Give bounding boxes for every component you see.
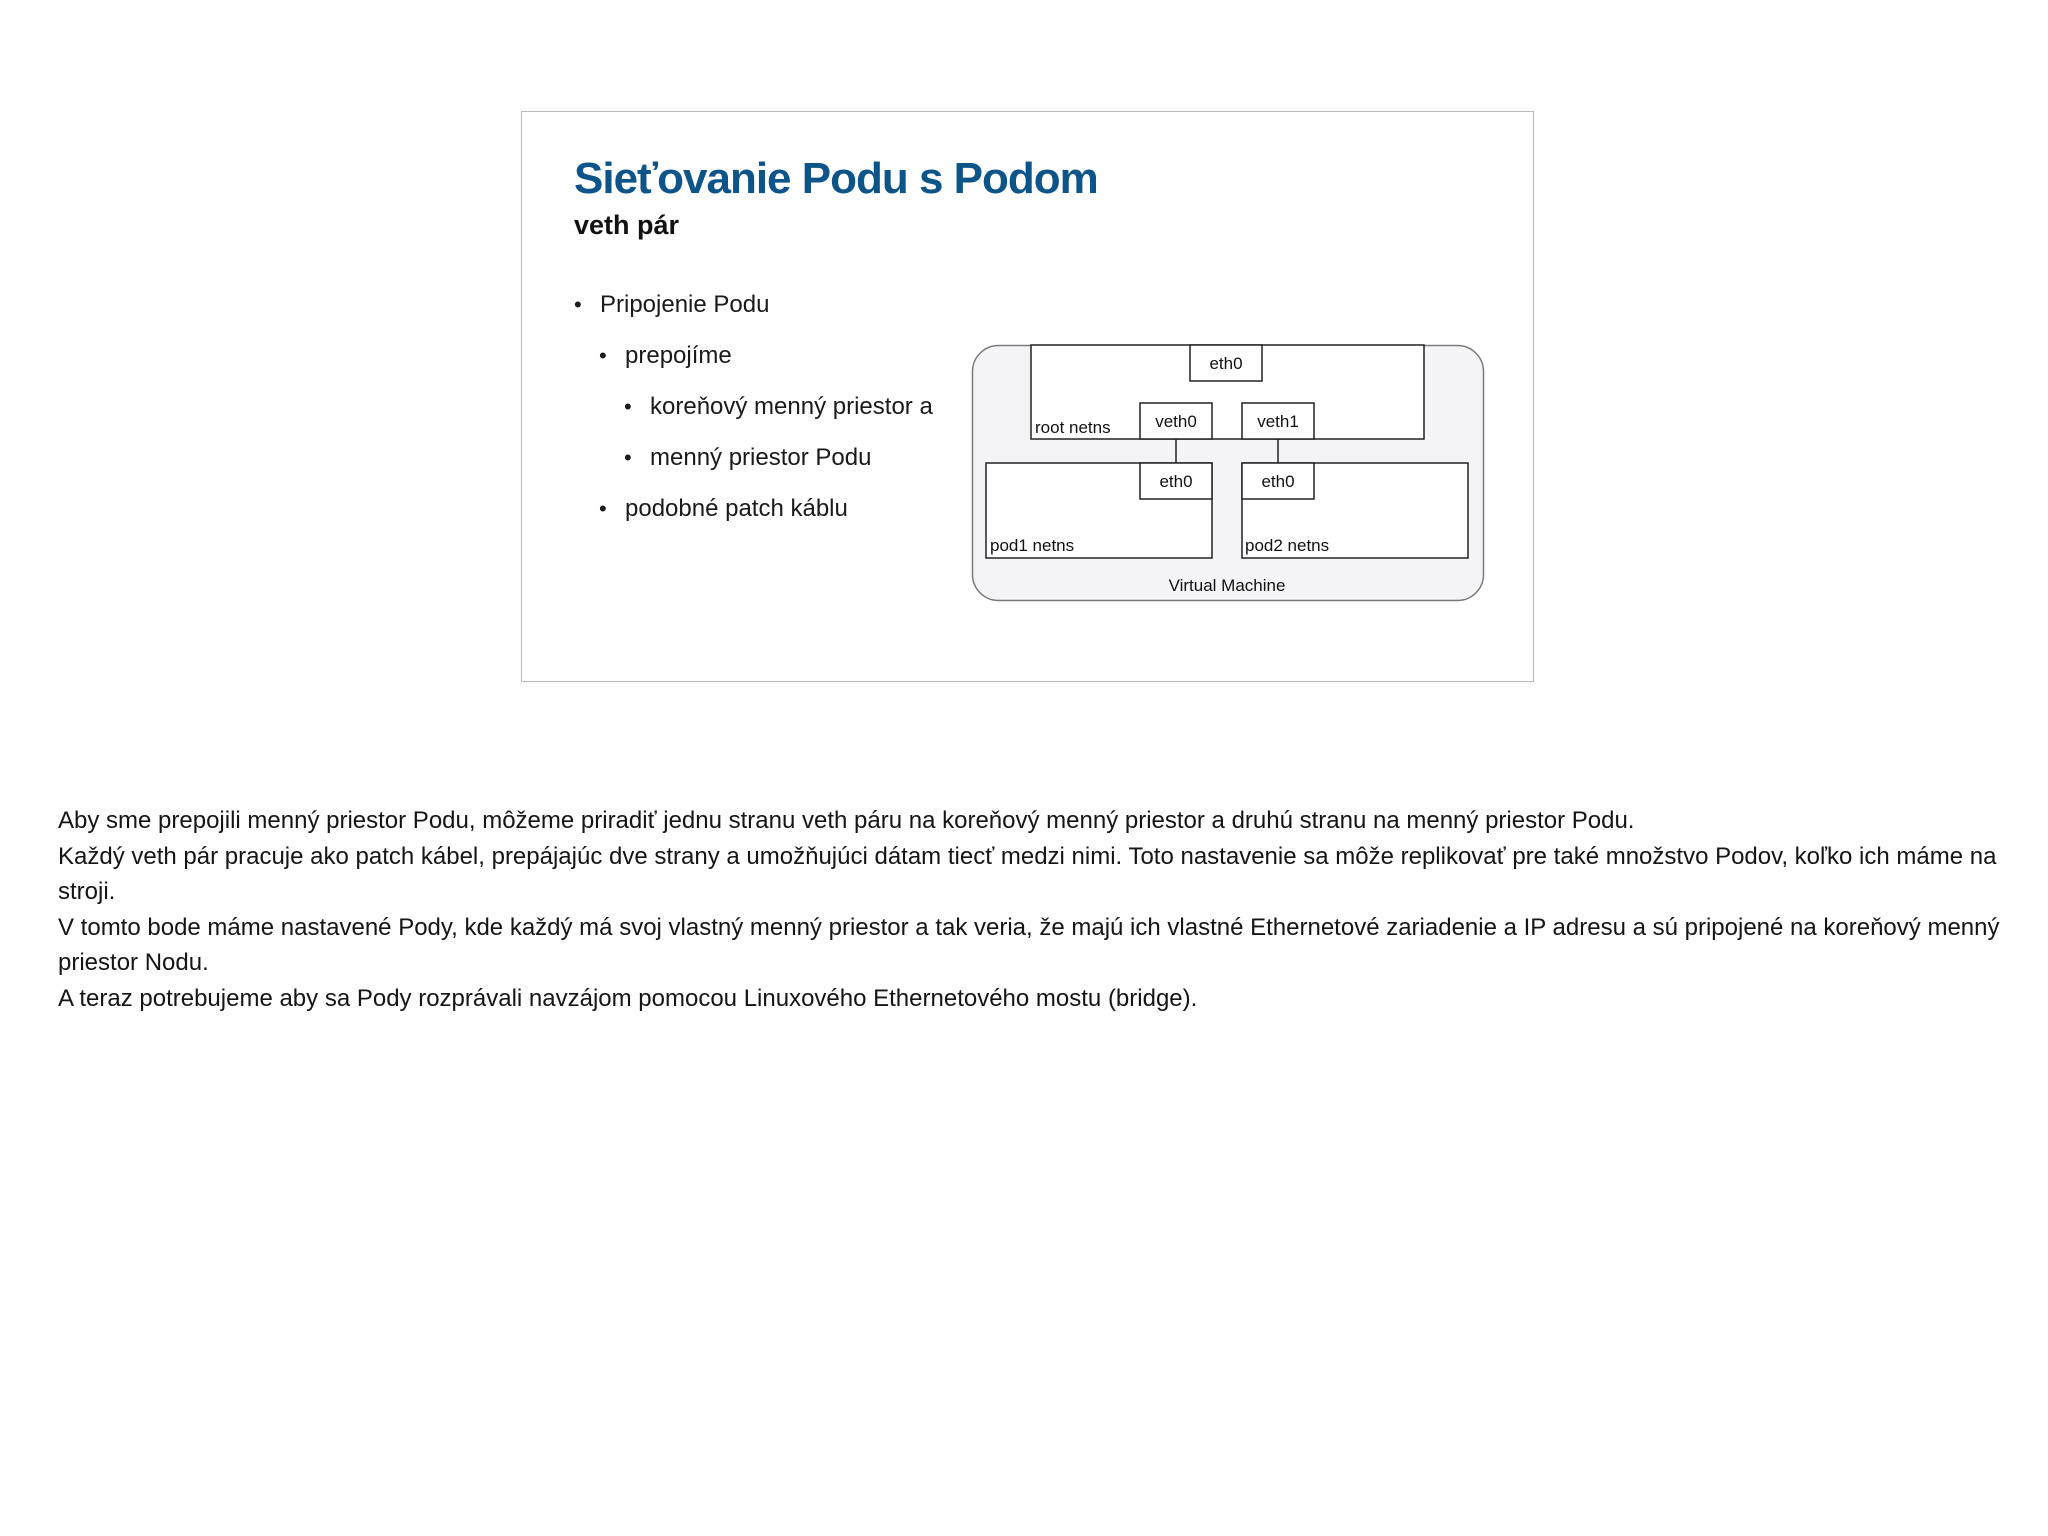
notes-paragraph: A teraz potrebujeme aby sa Pody rozprávali navzájom pomocou Linuxového Ethernetového mostu (bridge). <box>58 984 1198 1012</box>
bullet-text: podobné patch káblu <box>625 495 848 522</box>
root-netns-label: root netns <box>1035 418 1111 437</box>
notes-paragraph: V tomto bode máme nastavené Pody, kde každý má svoj vlastný menný priestor a tak veria, že majú ich vlastné Ethernetové zariadenie a IP adresu a sú pripojené na koreňový menný priestor Nodu. <box>58 913 2000 976</box>
bullet-text: Pripojenie Podu <box>600 291 770 318</box>
bullet-item <box>624 392 933 422</box>
bullet-text: menný priestor Podu <box>650 444 872 471</box>
bullet-dot-icon: • <box>599 496 607 521</box>
bullet-dot-icon: • <box>599 343 607 368</box>
bullet-item <box>599 494 848 524</box>
vm-label: Virtual Machine <box>1168 576 1286 595</box>
veth0-label: veth0 <box>1155 412 1197 431</box>
bullet-dot-icon: • <box>624 445 632 470</box>
bullet-text: prepojíme <box>625 342 732 369</box>
pod2-netns-label: pod2 netns <box>1245 536 1330 555</box>
veth1-label: veth1 <box>1257 412 1299 431</box>
notes-paragraph: Každý veth pár pracuje ako patch kábel, prepájajúc dve strany a umožňujúci dátam tiecť medzi nimi. Toto nastavenie sa môže replikovať pre také množstvo Podov, koľko ich máme na stroji. <box>58 842 1997 905</box>
bullet-text: koreňový menný priestor a <box>650 393 933 420</box>
slide-title: Sieťovanie Podu s Podom <box>574 154 1098 203</box>
bullet-dot-icon: • <box>574 292 582 317</box>
slide <box>521 111 1534 682</box>
bullet-item <box>599 341 732 371</box>
root-eth0-label: eth0 <box>1209 354 1243 373</box>
pod2-eth0-label: eth0 <box>1261 472 1295 491</box>
bullet-item <box>574 290 769 320</box>
notes-paragraph: Aby sme prepojili menný priestor Podu, môžeme priradiť jednu stranu veth páru na koreňový menný priestor a druhú stranu na menný priestor Podu. <box>58 807 1635 834</box>
bullet-dot-icon: • <box>624 394 632 419</box>
pod1-eth0-label: eth0 <box>1159 472 1193 491</box>
speaker-notes <box>58 803 2018 1016</box>
slide-subtitle: veth pár <box>574 210 680 240</box>
bullet-item <box>624 443 871 473</box>
pod1-netns-label: pod1 netns <box>990 536 1075 555</box>
network-diagram <box>971 344 1486 606</box>
